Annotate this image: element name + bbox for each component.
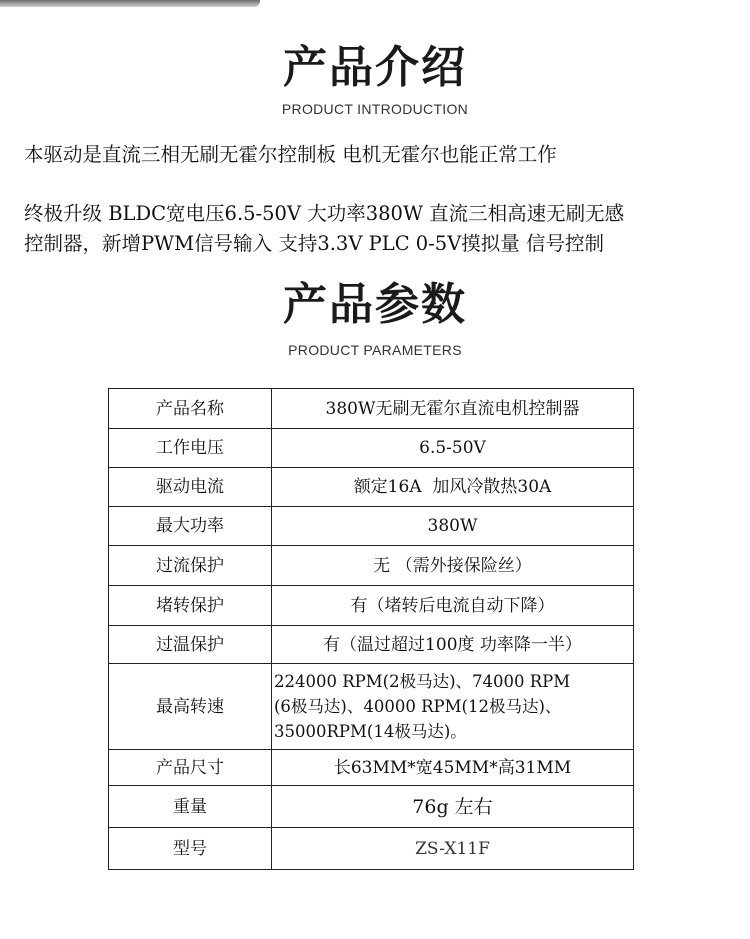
- param-label: 驱动电流: [109, 468, 272, 507]
- param-label: 最高转速: [109, 664, 272, 750]
- param-value: 有（堵转后电流自动下降）: [272, 586, 634, 626]
- table-row: [109, 546, 634, 586]
- param-value-line: 35000RPM(14极马达)。: [274, 722, 467, 741]
- intro-line-1: 本驱动是直流三相无刷无霍尔控制板 电机无霍尔也能正常工作: [24, 143, 557, 166]
- param-value-line: 224000 RPM(2极马达)、74000 RPM: [274, 672, 571, 691]
- table-row: [109, 389, 634, 429]
- param-label: 过流保护: [109, 546, 272, 586]
- param-value: 有（温过超过100度 功率降一半）: [272, 626, 634, 664]
- param-value-line: (6极马达)、40000 RPM(12极马达)、: [274, 697, 562, 716]
- param-label: 产品尺寸: [109, 750, 272, 786]
- param-label: 最大功率: [109, 507, 272, 546]
- param-value: 无 （需外接保险丝）: [272, 546, 634, 586]
- param-label: 重量: [109, 786, 272, 828]
- param-label: 工作电压: [109, 429, 272, 468]
- table-row: [109, 626, 634, 664]
- intro-subtitle: PRODUCT INTRODUCTION: [281, 101, 469, 117]
- params-title: 产品参数: [283, 279, 467, 330]
- table-row: [109, 786, 634, 828]
- parameters-table: [108, 388, 634, 870]
- table-row: [109, 664, 634, 750]
- intro-line-2: 终极升级 BLDC宽电压6.5-50V 大功率380W 直流三相高速无刷无感: [24, 202, 625, 225]
- param-value: 76g 左右: [272, 786, 634, 828]
- param-value: 额定16A 加风冷散热30A: [272, 468, 634, 507]
- param-value-multiline: [272, 664, 634, 750]
- params-subtitle: PRODUCT PARAMETERS: [288, 342, 462, 358]
- param-value: 长63MM*宽45MM*高31MM: [272, 750, 634, 786]
- table-row: [109, 586, 634, 626]
- table-row: [109, 507, 634, 546]
- top-edge-shadow: [0, 0, 260, 7]
- table-row: [109, 750, 634, 786]
- table-row: [109, 468, 634, 507]
- intro-line-3: 控制器，新增PWM信号输入 支持3.3V PLC 0-5V摸拟量 信号控制: [24, 232, 604, 255]
- param-label: 型号: [109, 828, 272, 870]
- intro-title: 产品介绍: [283, 42, 467, 93]
- table-row: [109, 828, 634, 870]
- param-label: 堵转保护: [109, 586, 272, 626]
- param-value: ZS-X11F: [272, 828, 634, 870]
- param-value: 6.5-50V: [272, 429, 634, 468]
- param-label: 过温保护: [109, 626, 272, 664]
- param-value: 380W无刷无霍尔直流电机控制器: [272, 389, 634, 429]
- param-value: 380W: [272, 507, 634, 546]
- table-row: [109, 429, 634, 468]
- param-label: 产品名称: [109, 389, 272, 429]
